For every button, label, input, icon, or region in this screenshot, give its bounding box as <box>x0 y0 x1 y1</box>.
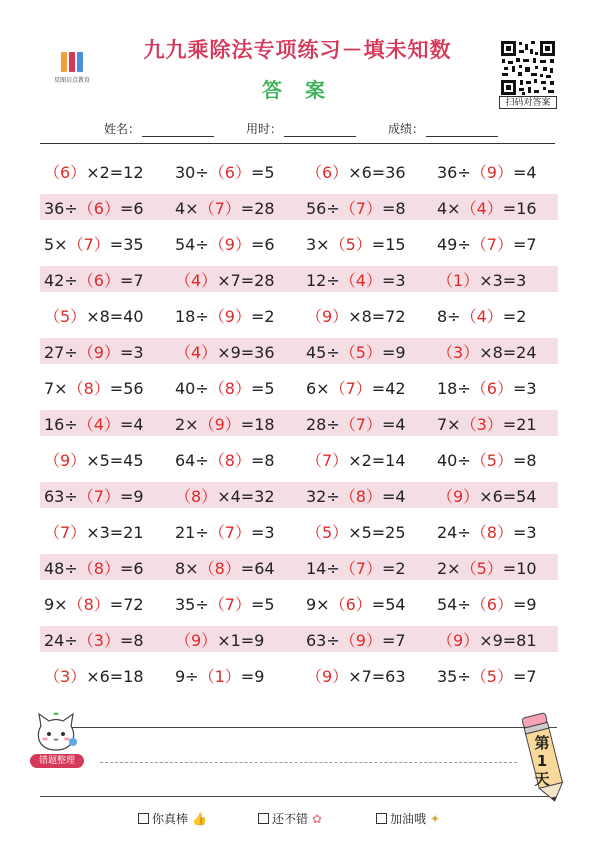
problem-prefix: 32÷ <box>306 486 340 506</box>
exercise-item <box>171 160 302 183</box>
problem-suffix: ×8=40 <box>86 306 144 326</box>
answer-value: （3） <box>44 666 87 686</box>
exercise-item <box>302 628 433 651</box>
problem-prefix: 35÷ <box>175 594 209 614</box>
answer-value: （9） <box>44 450 87 470</box>
exercise-row <box>40 518 558 544</box>
problem-prefix: 9÷ <box>175 666 199 686</box>
exercise-item <box>171 484 302 507</box>
problem-prefix: 30÷ <box>175 162 209 182</box>
problem-suffix: =9 <box>381 342 406 362</box>
answer-value: （3） <box>437 342 480 362</box>
problem-suffix: ×8=24 <box>479 342 537 362</box>
answer-value: （7） <box>329 378 372 398</box>
problem-prefix: 18÷ <box>175 306 209 326</box>
problem-suffix: =9 <box>119 486 144 506</box>
exercise-item <box>302 520 433 543</box>
answer-value: （8） <box>208 450 251 470</box>
problem-prefix: 63÷ <box>44 486 78 506</box>
exercise-item <box>171 196 302 219</box>
exercise-item <box>433 160 564 183</box>
problem-suffix: =4 <box>512 162 537 182</box>
exercise-item <box>302 268 433 291</box>
problem-prefix: 40÷ <box>175 378 209 398</box>
answer-value: （9） <box>198 414 241 434</box>
answer-value: （9） <box>175 630 218 650</box>
answer-value: （9） <box>306 306 349 326</box>
problem-suffix: =16 <box>502 198 537 218</box>
exercise-item <box>171 304 302 327</box>
problem-prefix: 9× <box>306 594 330 614</box>
problem-prefix: 24÷ <box>44 630 78 650</box>
answer-value: （9） <box>77 342 120 362</box>
problem-suffix: =3 <box>381 270 406 290</box>
problem-prefix: 2× <box>437 558 461 578</box>
error-writing-line <box>100 762 517 763</box>
footer-keep-going[interactable] <box>376 810 440 827</box>
problem-suffix: ×9=36 <box>217 342 275 362</box>
problem-prefix: 4× <box>175 198 199 218</box>
problem-prefix: 7× <box>437 414 461 434</box>
exercise-item <box>40 304 171 327</box>
answer-value: （8） <box>339 486 382 506</box>
exercise-item <box>171 556 302 579</box>
problem-suffix: ×5=45 <box>86 450 144 470</box>
exercise-row <box>40 482 558 508</box>
page-subtitle: 答 案 <box>262 78 333 102</box>
problem-prefix: 54÷ <box>437 594 471 614</box>
problem-prefix: 7× <box>44 378 68 398</box>
exercise-item <box>40 412 171 435</box>
answer-value: （1） <box>437 270 480 290</box>
exercise-item <box>302 412 433 435</box>
answer-value: （6） <box>329 594 372 614</box>
answer-value: （5） <box>460 558 503 578</box>
exercise-item <box>433 376 564 399</box>
name-label: 姓名： <box>104 122 141 136</box>
time-blank[interactable] <box>284 124 356 137</box>
problem-suffix: =9 <box>240 666 265 686</box>
exercise-item <box>302 592 433 615</box>
exercise-item <box>302 448 433 471</box>
problem-prefix: 3× <box>306 234 330 254</box>
problem-suffix: =6 <box>119 198 144 218</box>
problem-prefix: 5× <box>44 234 68 254</box>
problem-suffix: =18 <box>240 414 275 434</box>
keep-going-checkbox[interactable] <box>376 813 387 824</box>
answer-value: （1） <box>198 666 241 686</box>
answer-value: （4） <box>175 270 218 290</box>
problem-prefix: 54÷ <box>175 234 209 254</box>
exercise-item <box>302 196 433 219</box>
great-label: 你真棒 <box>152 812 189 826</box>
answer-value: （9） <box>437 630 480 650</box>
time-field[interactable] <box>246 120 356 137</box>
exercise-grid <box>40 158 558 698</box>
problem-suffix: =4 <box>381 414 406 434</box>
problem-suffix: =8 <box>381 198 406 218</box>
problem-suffix: =72 <box>109 594 144 614</box>
answer-value: （6） <box>44 162 87 182</box>
exercise-row <box>40 266 558 292</box>
problem-suffix: =7 <box>512 234 537 254</box>
problem-suffix: ×8=72 <box>348 306 406 326</box>
exercise-item <box>433 592 564 615</box>
problem-suffix: =54 <box>371 594 406 614</box>
answer-value: （8） <box>208 378 251 398</box>
answer-value: （6） <box>306 162 349 182</box>
problem-prefix: 49÷ <box>437 234 471 254</box>
exercise-item <box>433 340 564 363</box>
bunny-icon: ✿ <box>312 811 323 826</box>
problem-prefix: 27÷ <box>44 342 78 362</box>
problem-prefix: 36÷ <box>44 198 78 218</box>
problem-suffix: =42 <box>371 378 406 398</box>
problem-suffix: =2 <box>502 306 527 326</box>
footer-great[interactable] <box>138 810 207 827</box>
exercise-row <box>40 194 558 220</box>
exercise-item <box>302 664 433 687</box>
problem-prefix: 24÷ <box>437 522 471 542</box>
answer-value: （8） <box>470 522 513 542</box>
exercise-item <box>40 160 171 183</box>
problem-suffix: =3 <box>512 378 537 398</box>
exercise-item <box>40 232 171 255</box>
answer-value: （9） <box>208 234 251 254</box>
problem-suffix: ×9=81 <box>479 630 537 650</box>
exercise-item <box>433 268 564 291</box>
answer-value: （4） <box>339 270 382 290</box>
exercise-item <box>302 376 433 399</box>
answer-value: （9） <box>470 162 513 182</box>
exercise-item <box>40 664 171 687</box>
error-section-label: 错题整理 <box>30 754 84 768</box>
answer-value: （5） <box>329 234 372 254</box>
problem-prefix: 6× <box>306 378 330 398</box>
exercise-item <box>302 304 433 327</box>
answer-value: （9） <box>306 666 349 686</box>
problem-suffix: =10 <box>502 558 537 578</box>
score-blank[interactable] <box>426 124 498 137</box>
problem-suffix: =64 <box>240 558 275 578</box>
problem-prefix: 40÷ <box>437 450 471 470</box>
good-checkbox[interactable] <box>258 813 269 824</box>
exercise-item <box>171 268 302 291</box>
problem-suffix: =8 <box>512 450 537 470</box>
problem-suffix: ×7=63 <box>348 666 406 686</box>
exercise-row <box>40 410 558 436</box>
day-badge-text: 第1天 <box>534 734 550 788</box>
problem-suffix: =3 <box>250 522 275 542</box>
exercise-item <box>171 412 302 435</box>
exercise-row <box>40 158 558 184</box>
exercise-item <box>40 196 171 219</box>
problem-prefix: 2× <box>175 414 199 434</box>
problem-suffix: =21 <box>502 414 537 434</box>
exercise-row <box>40 554 558 580</box>
answer-value: （6） <box>77 270 120 290</box>
problem-prefix: 4× <box>437 198 461 218</box>
exercise-row <box>40 230 558 256</box>
answer-value: （7） <box>306 450 349 470</box>
problem-suffix: ×3=21 <box>86 522 144 542</box>
exercise-item <box>302 232 433 255</box>
exercise-item <box>171 340 302 363</box>
problem-suffix: =7 <box>512 666 537 686</box>
answer-value: （6） <box>470 378 513 398</box>
good-label: 还不错 <box>272 812 309 826</box>
problem-suffix: ×6=54 <box>479 486 537 506</box>
page-title: 九九乘除法专项练习－填未知数 <box>143 38 452 62</box>
answer-value: （7） <box>77 486 120 506</box>
problem-prefix: 14÷ <box>306 558 340 578</box>
exercise-item <box>171 448 302 471</box>
exercise-row <box>40 590 558 616</box>
answer-value: （5） <box>306 522 349 542</box>
exercise-item <box>302 160 433 183</box>
exercise-row <box>40 374 558 400</box>
answer-value: （7） <box>339 414 382 434</box>
answer-value: （7） <box>470 234 513 254</box>
answer-value: （8） <box>67 378 110 398</box>
problem-prefix: 28÷ <box>306 414 340 434</box>
problem-suffix: =6 <box>250 234 275 254</box>
problem-suffix: =5 <box>250 378 275 398</box>
problem-suffix: ×6=18 <box>86 666 144 686</box>
exercise-item <box>171 520 302 543</box>
problem-suffix: ×3=3 <box>479 270 527 290</box>
name-field[interactable] <box>104 120 214 137</box>
problem-suffix: =4 <box>119 414 144 434</box>
exercise-item <box>40 340 171 363</box>
answer-value: （7） <box>198 198 241 218</box>
answer-value: （5） <box>470 666 513 686</box>
problem-suffix: ×1=9 <box>217 630 265 650</box>
problem-suffix: ×6=36 <box>348 162 406 182</box>
exercise-item <box>171 628 302 651</box>
problem-suffix: =28 <box>240 198 275 218</box>
exercise-row <box>40 446 558 472</box>
problem-prefix: 8× <box>175 558 199 578</box>
qr-code-icon[interactable] <box>500 40 556 96</box>
answer-value: （5） <box>44 306 87 326</box>
cat-mascot-icon <box>33 712 79 754</box>
exercise-item <box>433 520 564 543</box>
problem-prefix: 16÷ <box>44 414 78 434</box>
problem-prefix: 48÷ <box>44 558 78 578</box>
exercise-item <box>302 556 433 579</box>
problem-suffix: =9 <box>512 594 537 614</box>
exercise-item <box>40 592 171 615</box>
exercise-item <box>171 376 302 399</box>
problem-suffix: =8 <box>250 450 275 470</box>
problem-prefix: 9× <box>44 594 68 614</box>
answer-value: （7） <box>67 234 110 254</box>
answer-value: （7） <box>208 522 251 542</box>
answer-value: （9） <box>339 630 382 650</box>
exercise-item <box>433 556 564 579</box>
problem-suffix: =56 <box>109 378 144 398</box>
problem-prefix: 45÷ <box>306 342 340 362</box>
answer-value: （9） <box>437 486 480 506</box>
problem-prefix: 18÷ <box>437 378 471 398</box>
exercise-item <box>433 304 564 327</box>
exercise-item <box>302 340 433 363</box>
exercise-item <box>433 232 564 255</box>
answer-value: （5） <box>470 450 513 470</box>
exercise-item <box>171 592 302 615</box>
thumbs-up-icon: 👍 <box>192 811 207 826</box>
exercise-item <box>40 520 171 543</box>
problem-suffix: =5 <box>250 594 275 614</box>
exercise-row <box>40 662 558 688</box>
problem-prefix: 36÷ <box>437 162 471 182</box>
footer-good[interactable] <box>258 810 322 827</box>
problem-prefix: 64÷ <box>175 450 209 470</box>
answer-value: （4） <box>175 342 218 362</box>
exercise-item <box>40 484 171 507</box>
answer-value: （7） <box>339 198 382 218</box>
exercise-item <box>433 664 564 687</box>
answer-value: （4） <box>77 414 120 434</box>
problem-suffix: =3 <box>512 522 537 542</box>
name-blank[interactable] <box>142 124 214 137</box>
exercise-item <box>40 628 171 651</box>
time-label: 用时： <box>246 122 283 136</box>
exercise-item <box>433 484 564 507</box>
error-collection-area[interactable] <box>40 727 557 797</box>
exercise-row <box>40 302 558 328</box>
answer-value: （4） <box>460 198 503 218</box>
problem-suffix: =4 <box>381 486 406 506</box>
answer-value: （6） <box>470 594 513 614</box>
problem-prefix: 56÷ <box>306 198 340 218</box>
problem-suffix: =5 <box>250 162 275 182</box>
exercise-row <box>40 338 558 364</box>
answer-value: （3） <box>460 414 503 434</box>
score-label: 成绩： <box>388 122 425 136</box>
header-divider <box>40 143 555 144</box>
exercise-item <box>171 232 302 255</box>
problem-suffix: ×2=12 <box>86 162 144 182</box>
exercise-item <box>433 412 564 435</box>
answer-value: （5） <box>339 342 382 362</box>
logo-text: 星图启点教育 <box>53 77 90 84</box>
exercise-row <box>40 626 558 652</box>
problem-suffix: ×5=25 <box>348 522 406 542</box>
problem-suffix: =15 <box>371 234 406 254</box>
exercise-item <box>40 268 171 291</box>
answer-value: （6） <box>208 162 251 182</box>
answer-value: （8） <box>67 594 110 614</box>
qr-caption: 扫码对答案 <box>499 96 557 109</box>
exercise-item <box>433 628 564 651</box>
problem-suffix: =35 <box>109 234 144 254</box>
great-checkbox[interactable] <box>138 813 149 824</box>
problem-suffix: =2 <box>250 306 275 326</box>
problem-suffix: ×4=32 <box>217 486 275 506</box>
problem-prefix: 21÷ <box>175 522 209 542</box>
answer-value: （8） <box>175 486 218 506</box>
answer-value: （7） <box>44 522 87 542</box>
problem-suffix: =2 <box>381 558 406 578</box>
problem-suffix: =7 <box>381 630 406 650</box>
answer-value: （7） <box>339 558 382 578</box>
exercise-item <box>171 664 302 687</box>
answer-value: （7） <box>208 594 251 614</box>
problem-suffix: =6 <box>119 558 144 578</box>
exercise-item <box>40 376 171 399</box>
problem-suffix: =7 <box>119 270 144 290</box>
problem-suffix: ×2=14 <box>348 450 406 470</box>
exercise-item <box>40 448 171 471</box>
duck-icon: ✦ <box>430 811 441 826</box>
score-field[interactable] <box>388 120 498 137</box>
problem-prefix: 42÷ <box>44 270 78 290</box>
exercise-item <box>40 556 171 579</box>
answer-value: （9） <box>208 306 251 326</box>
problem-prefix: 35÷ <box>437 666 471 686</box>
problem-suffix: =8 <box>119 630 144 650</box>
problem-suffix: ×7=28 <box>217 270 275 290</box>
answer-value: （4） <box>460 306 503 326</box>
answer-value: （3） <box>77 630 120 650</box>
answer-value: （6） <box>77 198 120 218</box>
keep-going-label: 加油哦 <box>390 812 427 826</box>
problem-suffix: =3 <box>119 342 144 362</box>
exercise-item <box>302 484 433 507</box>
problem-prefix: 63÷ <box>306 630 340 650</box>
exercise-item <box>433 448 564 471</box>
problem-prefix: 12÷ <box>306 270 340 290</box>
exercise-item <box>433 196 564 219</box>
problem-prefix: 8÷ <box>437 306 461 326</box>
answer-value: （8） <box>198 558 241 578</box>
answer-value: （8） <box>77 558 120 578</box>
